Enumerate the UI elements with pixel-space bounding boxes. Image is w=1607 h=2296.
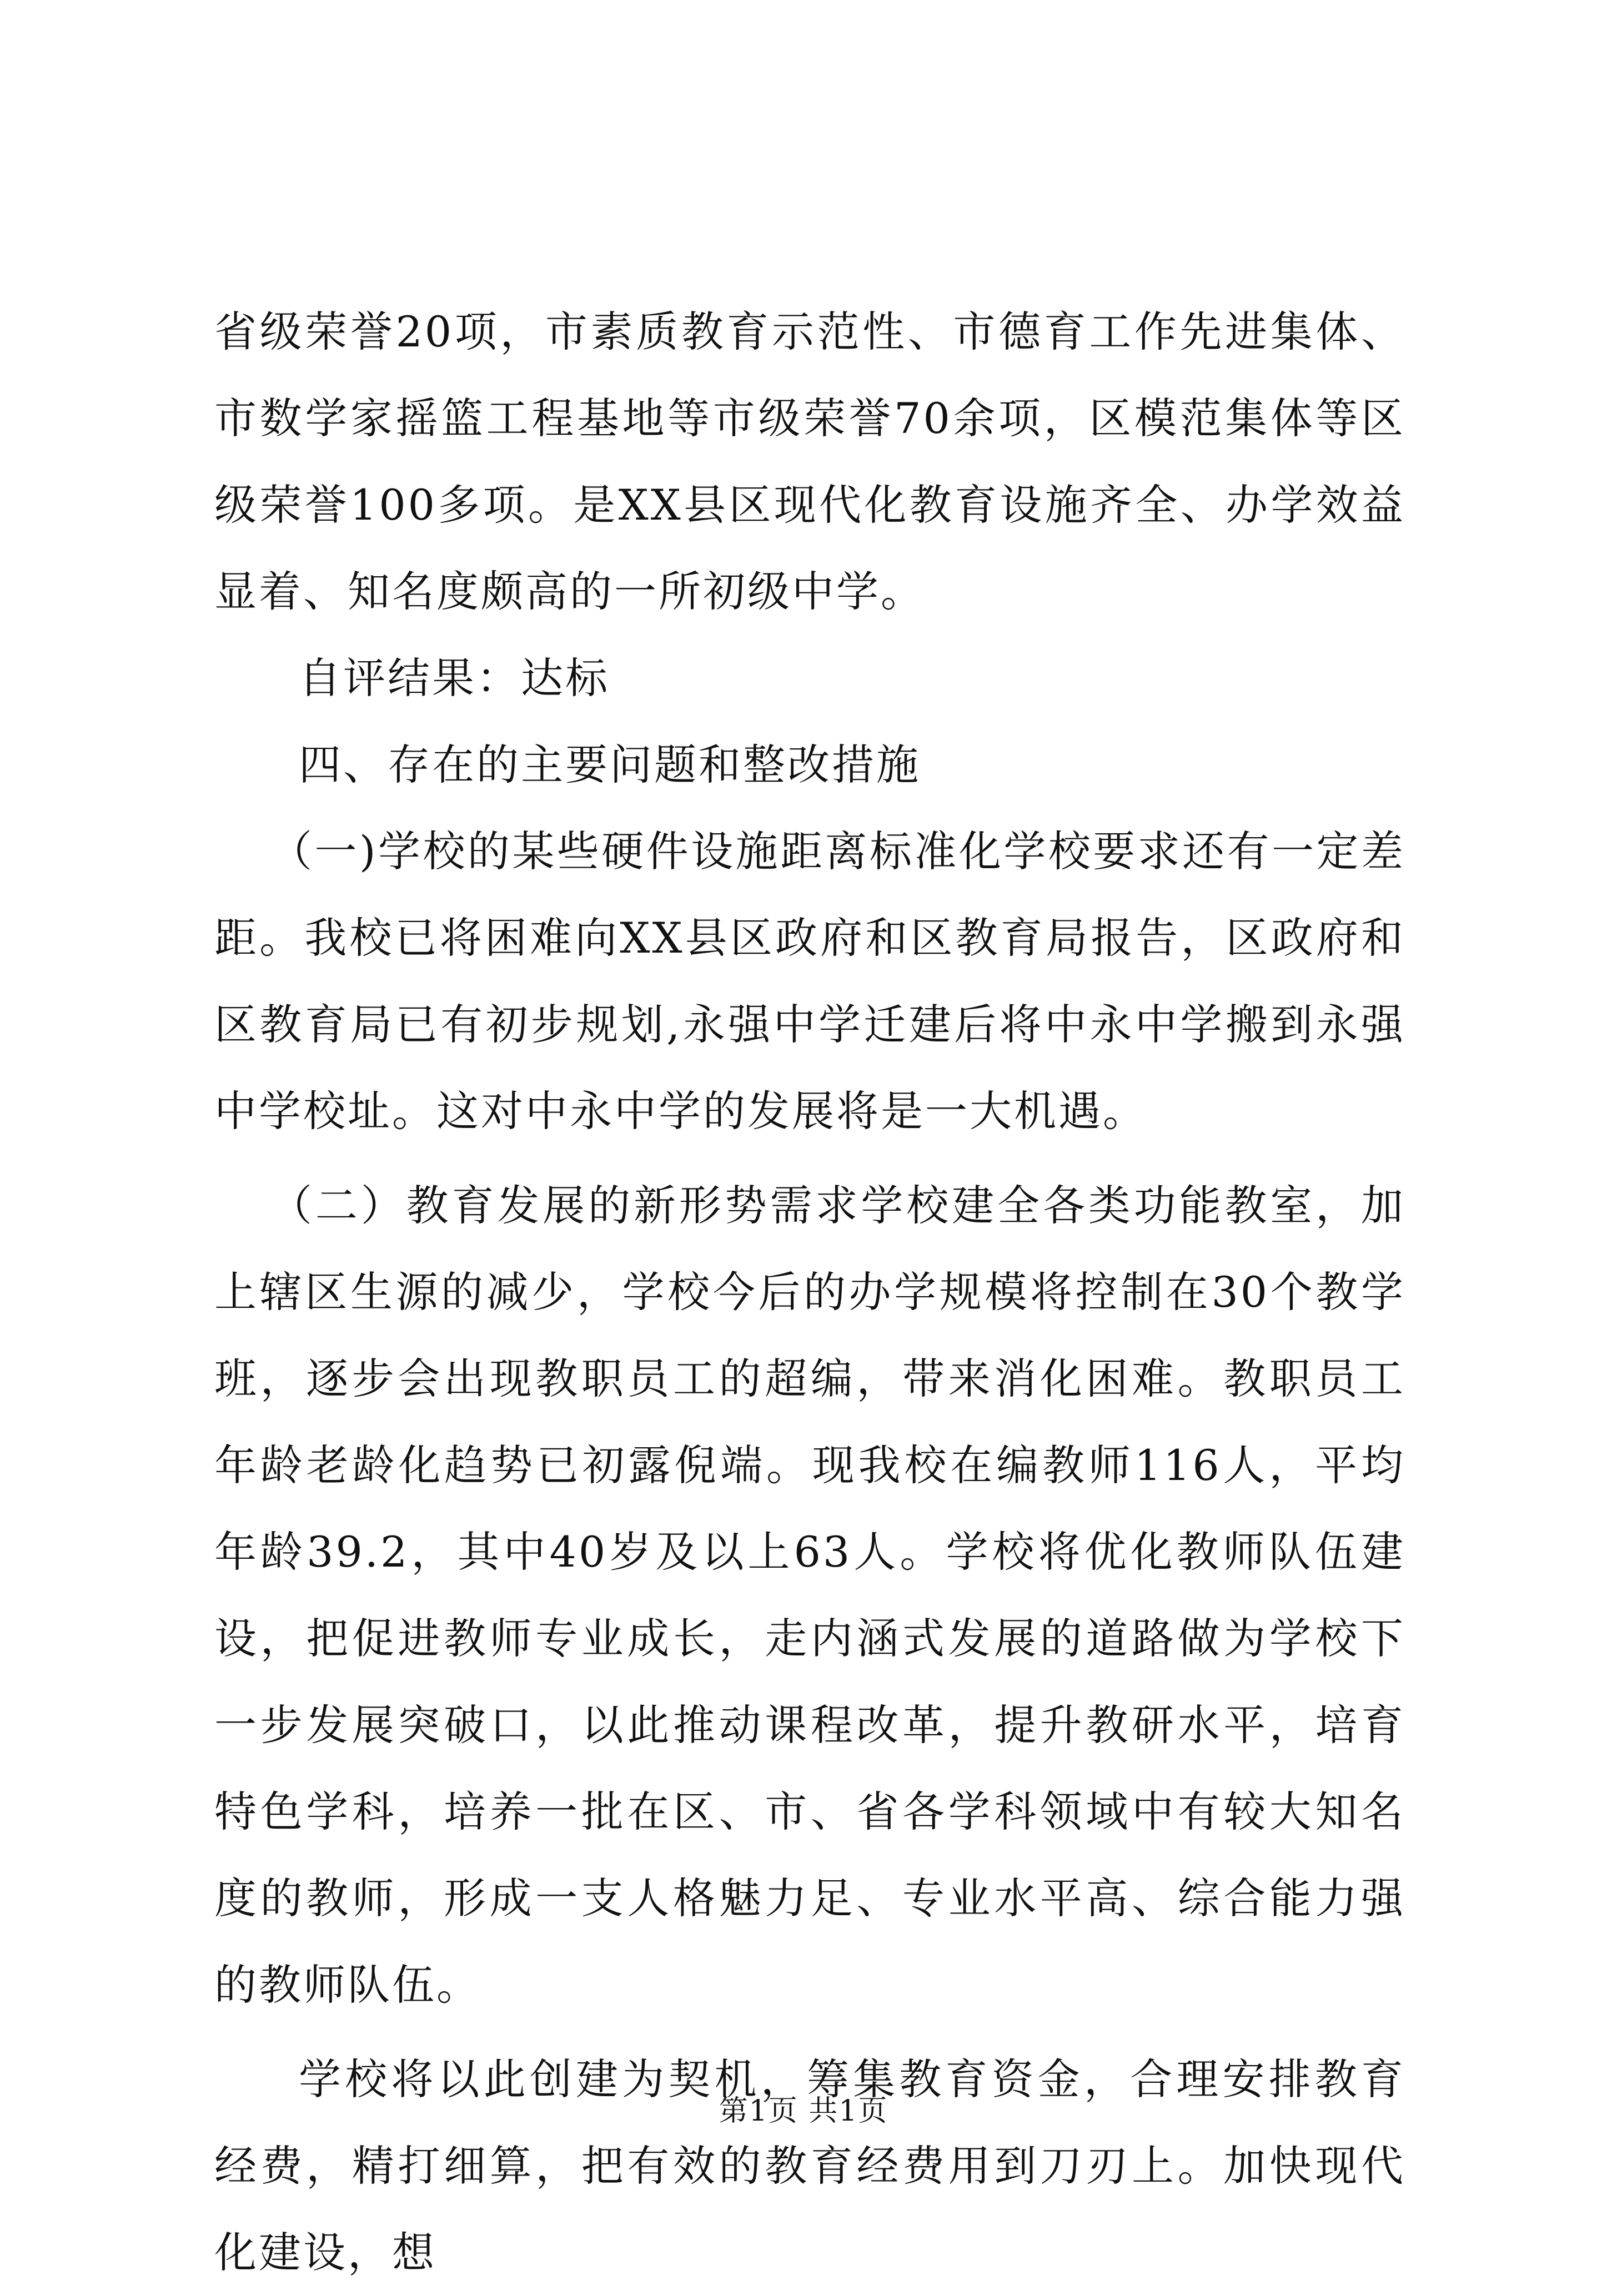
paragraph-funding: 学校将以此创建为契机，筹集教育资金，合理安排教育经费，精打细算，把有效的教育经费用到刀刃上。加快现代化建设，想 [214,2055,1405,2277]
paragraph-item-one: （一)学校的某些硬件设施距离标准化学校要求还有一定差距。我校已将困难向XX县区政府和区教育局报告，区政府和区教育局已有初步规划,永强中学迁建后将中永中学搬到永强中学校址。这对中永中学的发展将是一大机遇。 [214,827,1405,1136]
paragraph-honors: 省级荣誉20项，市素质教育示范性、市德育工作先进集体、市数学家摇篮工程基地等市级荣誉70余项，区模范集体等区级荣誉100多项。是XX县区现代化教育设施齐全、办学效益显着、知名度颇高的一所初级中学。 [214,307,1405,616]
section-heading-problems: 四、存在的主要问题和整改措施 [299,740,921,789]
document-body [214,289,1405,2296]
paragraph-self-evaluation: 自评结果：达标 [299,653,610,703]
page-number-footer: 第1页 共1页 [719,2094,888,2128]
paragraph-item-two: （二）教育发展的新形势需求学校建全各类功能教室，加上辖区生源的减少，学校今后的办学规模将控制在30个教学班，逐步会出现教职员工的超编，带来消化困难。教职员工年龄老龄化趋势已初露倪端。现我校在编教师116人，平均年龄39.2，其中40岁及以上63人。学校将优化教师队伍建设，把促进教师专业成长，走内涵式发展的道路做为学校下一步发展突破口，以此推动课程改革，提升教研水平，培育特色学科，培养一批在区、市、省各学科领域中有较大知名度的教师，形成一支人格魅力足、专业水平高、综合能力强的教师队伍。 [214,1181,1405,2010]
